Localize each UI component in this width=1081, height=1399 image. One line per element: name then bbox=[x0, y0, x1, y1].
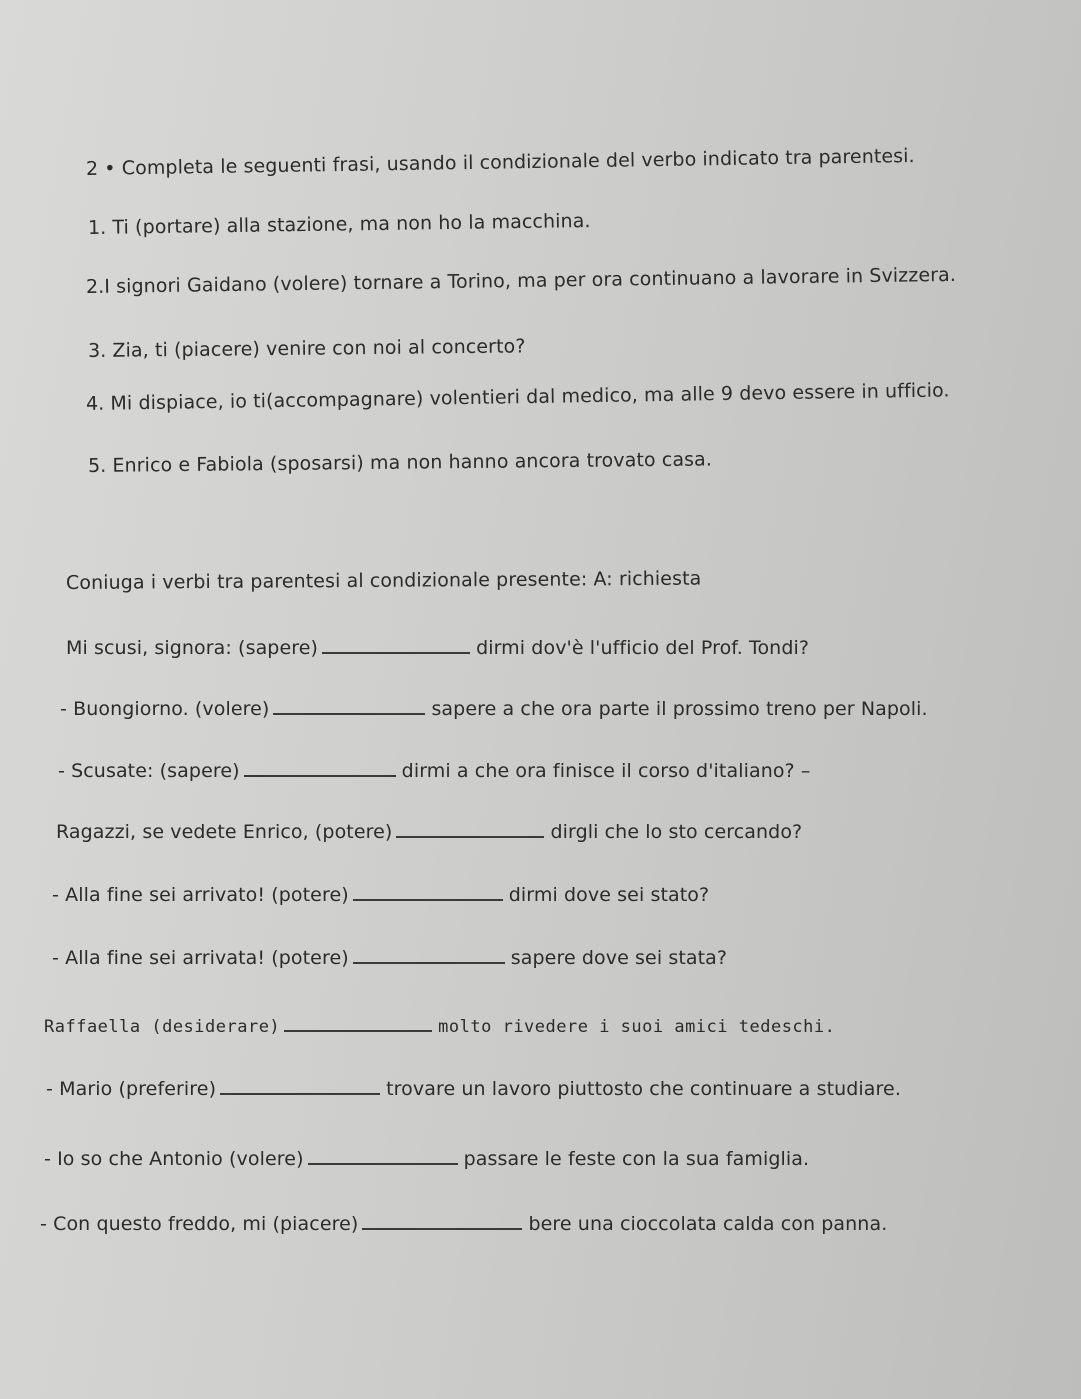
answer-blank[interactable] bbox=[244, 757, 396, 777]
item-prompt: - Buongiorno. (volere) bbox=[60, 698, 270, 720]
item-prompt: Raffaella (desiderare) bbox=[44, 1017, 281, 1037]
answer-blank[interactable] bbox=[308, 1145, 458, 1165]
item-prompt: Ragazzi, se vedete Enrico, (potere) bbox=[56, 821, 393, 843]
exercise2-item-8 bbox=[46, 1075, 901, 1100]
answer-blank[interactable] bbox=[322, 634, 470, 654]
item-continuation: molto rivedere i suoi amici tedeschi. bbox=[438, 1017, 836, 1037]
answer-blank[interactable] bbox=[273, 695, 425, 715]
exercise1-title: 2 • Completa le seguenti frasi, usando il condizionale del verbo indicato tra parentesi. bbox=[85, 144, 915, 180]
exercise1-item-1: 1. Ti (portare) alla stazione, ma non ho la macchina. bbox=[87, 209, 591, 239]
exercise2-item-2 bbox=[60, 695, 928, 720]
item-prompt: - Mario (preferire) bbox=[46, 1078, 217, 1100]
item-continuation: dirmi dove sei stato? bbox=[508, 884, 710, 906]
item-continuation: dirmi dov'è l'ufficio del Prof. Tondi? bbox=[476, 637, 810, 659]
item-continuation: dirmi a che ora finisce il corso d'italiano? – bbox=[401, 760, 811, 782]
exercise2-item-1 bbox=[66, 634, 809, 659]
exercise2-title: Coniuga i verbi tra parentesi al condizionale presente: A: richiesta bbox=[65, 567, 702, 594]
exercise2-item-9 bbox=[44, 1145, 809, 1170]
item-prompt: - Scusate: (sapere) bbox=[58, 760, 240, 782]
exercise2-item-10 bbox=[40, 1210, 887, 1235]
exercise2-item-5 bbox=[52, 881, 709, 906]
item-continuation: bere una cioccolata calda con panna. bbox=[528, 1213, 888, 1235]
item-prompt: - Con questo freddo, mi (piacere) bbox=[40, 1213, 359, 1235]
answer-blank[interactable] bbox=[284, 1012, 432, 1032]
item-continuation: trovare un lavoro piuttosto che continuare a studiare. bbox=[386, 1078, 901, 1100]
answer-blank[interactable] bbox=[220, 1075, 380, 1095]
exercise2-item-7 bbox=[44, 1012, 835, 1037]
exercise1-item-2: 2.I signori Gaidano (volere) tornare a Torino, ma per ora continuano a lavorare in Svizzera. bbox=[85, 263, 957, 298]
exercise2-item-3 bbox=[58, 757, 811, 782]
answer-blank[interactable] bbox=[362, 1210, 522, 1230]
exercise2-item-6 bbox=[52, 944, 727, 969]
item-prompt: - Alla fine sei arrivata! (potere) bbox=[52, 947, 349, 969]
item-prompt: - Alla fine sei arrivato! (potere) bbox=[52, 884, 349, 906]
item-prompt: Mi scusi, signora: (sapere) bbox=[66, 637, 319, 659]
exercise1-item-5: 5. Enrico e Fabiola (sposarsi) ma non hanno ancora trovato casa. bbox=[87, 448, 713, 477]
item-prompt: - Io so che Antonio (volere) bbox=[44, 1148, 304, 1170]
exercise1-item-3: 3. Zia, ti (piacere) venire con noi al concerto? bbox=[87, 335, 526, 362]
answer-blank[interactable] bbox=[353, 944, 505, 964]
item-continuation: sapere a che ora parte il prossimo treno per Napoli. bbox=[431, 698, 928, 720]
item-continuation: dirgli che lo sto cercando? bbox=[550, 821, 803, 843]
exercise2-item-4 bbox=[56, 818, 802, 843]
answer-blank[interactable] bbox=[353, 881, 503, 901]
answer-blank[interactable] bbox=[396, 818, 544, 838]
item-continuation: passare le feste con la sua famiglia. bbox=[463, 1148, 810, 1170]
item-continuation: sapere dove sei stata? bbox=[510, 947, 728, 969]
exercise1-item-4: 4. Mi dispiace, io ti(accompagnare) volentieri dal medico, ma alle 9 devo essere in ufficio. bbox=[85, 379, 950, 415]
